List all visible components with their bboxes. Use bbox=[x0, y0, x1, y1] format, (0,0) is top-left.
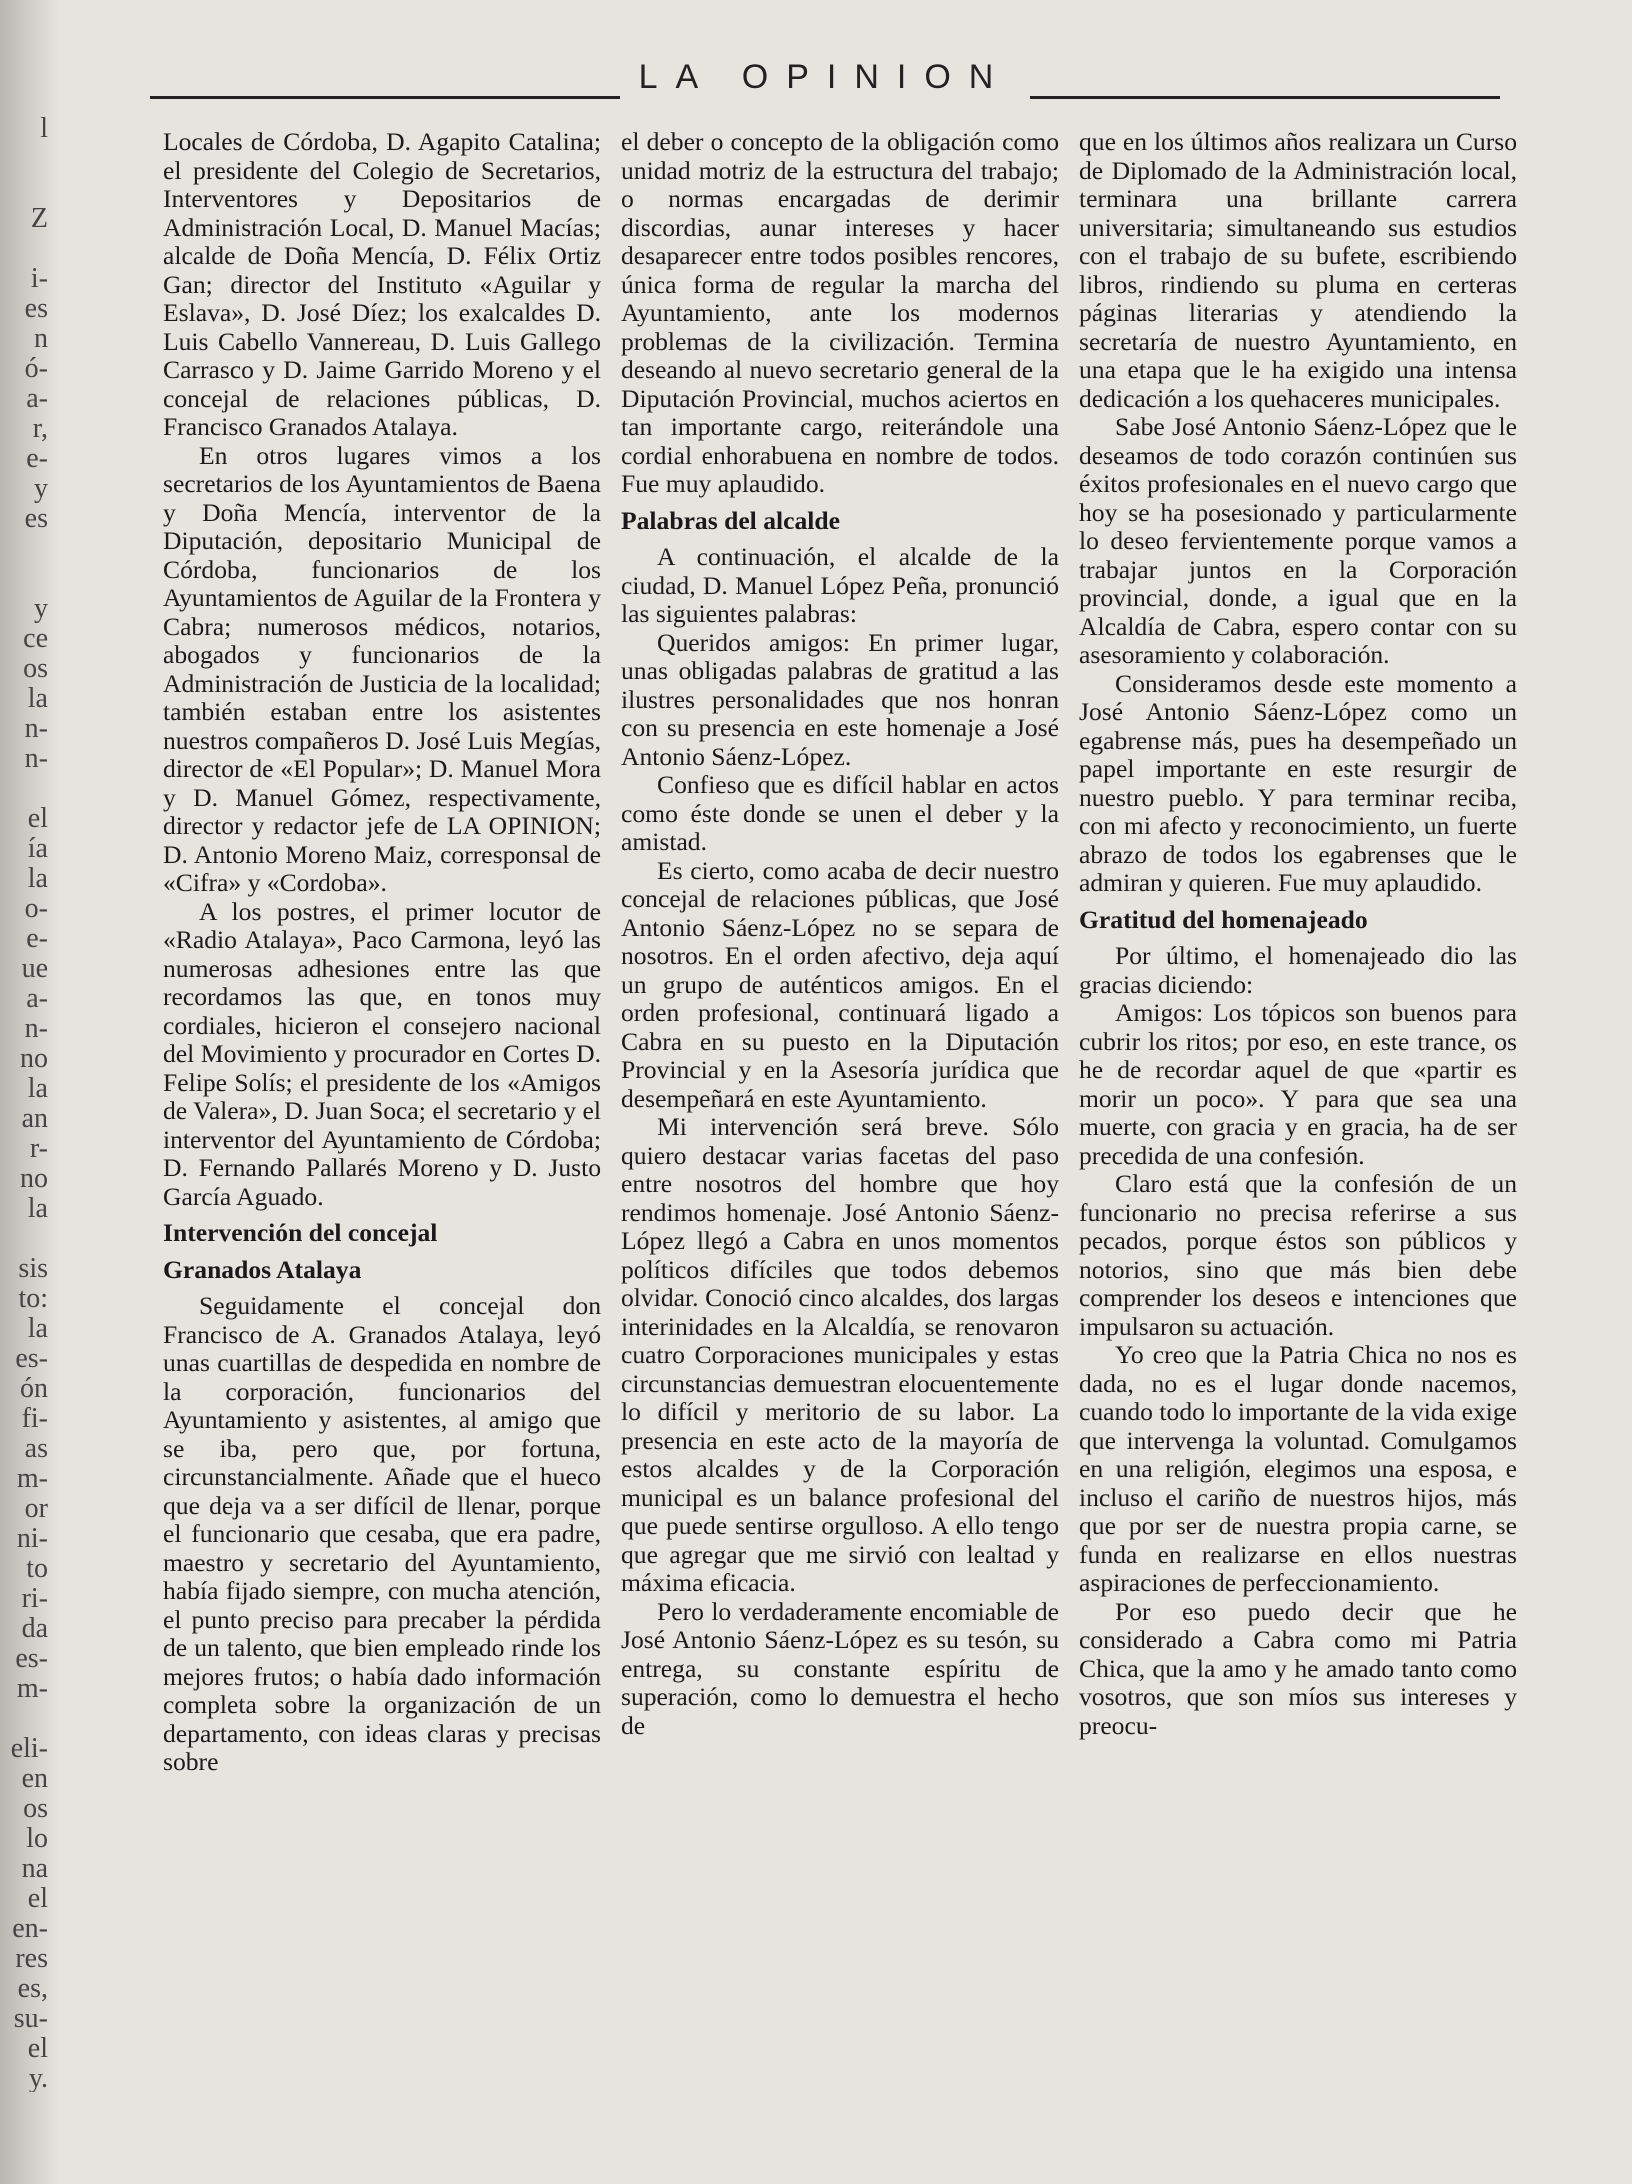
section-heading: Intervención del concejal bbox=[163, 1218, 438, 1247]
gutter-fragment: n bbox=[34, 323, 48, 354]
paragraph: Consideramos desde este momento a José Antonio Sáenz-López como un egabrense más, pues ha desempeñado un papel importante en este resurgir de nuestro pueblo. Y para terminar reciba, con mi afecto y reconocimiento, un fuerte abrazo de todos los egabrenses que le admiran y quieren. Fue muy aplaudido. bbox=[1079, 668, 1517, 897]
gutter-fragment: a- bbox=[26, 983, 48, 1014]
gutter-fragment: o- bbox=[24, 893, 48, 924]
gutter-fragment: la bbox=[27, 1073, 48, 1104]
gutter-fragment bbox=[2, 772, 48, 802]
gutter-fragment: ía bbox=[27, 833, 48, 864]
gutter-fragment bbox=[2, 142, 48, 172]
adjacent-page-margin bbox=[0, 0, 60, 2184]
column-3 bbox=[1079, 128, 1517, 2128]
gutter-fragment: a- bbox=[26, 383, 48, 414]
gutter-fragment: y bbox=[34, 593, 48, 624]
gutter-fragment: Z bbox=[30, 203, 48, 234]
gutter-fragment: lo bbox=[26, 1823, 48, 1854]
page-header bbox=[150, 58, 1500, 108]
gutter-fragment: es bbox=[24, 293, 48, 324]
paragraph: Amigos: Los tópicos son buenos para cubrir los ritos; por eso, en este trance, os he de recordar aquel de que «partir es morir un poco». Y para que sea una muerte, con gracia y en gracia, ha de ser precedida de una confesión. bbox=[1079, 998, 1517, 1170]
adjacent-page-text-fragments bbox=[2, 112, 48, 2092]
section-heading: Palabras del alcalde bbox=[621, 505, 840, 535]
paragraph: Locales de Córdoba, D. Agapito Catalina; el presidente del Colegio de Secretarios, Interventores y Depositarios de Administración Local, D. Manuel Macías; alcalde de Doña Mencía, D. Félix Ortiz Gan; director del Instituto «Aguilar y Eslava», D. José Díez; los exalcaldes D. Luis Cabello Vannereau, D. Luis Gallego Carrasco y D. Jaime Garrido Moreno y el concejal de relaciones públicas, D. Francisco Granados Atalaya. bbox=[163, 127, 601, 441]
gutter-fragment bbox=[2, 232, 48, 262]
gutter-fragment: n- bbox=[24, 713, 48, 744]
column-1 bbox=[163, 128, 601, 2128]
gutter-fragment: el bbox=[27, 1883, 48, 1914]
gutter-fragment: y. bbox=[28, 2063, 48, 2092]
gutter-fragment: la bbox=[27, 1193, 48, 1224]
paragraph: Por eso puedo decir que he considerado a Cabra como mi Patria Chica, que la amo y he amado tanto como vosotros, que son míos sus intereses y preocu- bbox=[1079, 1596, 1517, 1740]
gutter-fragment: to bbox=[26, 1553, 48, 1584]
paragraph: que en los últimos años realizara un Curso de Diplomado de la Administración local, terminara una brillante carrera universitaria; simultaneando sus estudios con el trabajo de su bufete, escribiendo libros, rindiendo su pluma en certeras páginas literarias y atendiendo la secretaría de nuestro Ayuntamiento, en una etapa que le ha exigido una intensa dedicación a los quehaceres municipales. bbox=[1079, 127, 1517, 413]
gutter-fragment: i- bbox=[30, 263, 48, 294]
gutter-fragment: no bbox=[20, 1043, 48, 1074]
article-columns bbox=[163, 127, 1517, 2128]
gutter-fragment: m- bbox=[16, 1673, 48, 1704]
gutter-fragment: ri- bbox=[21, 1583, 48, 1614]
paragraph: el deber o concepto de la obligación como unidad motriz de la estructura del trabajo; o normas encargadas de derimir discordias, aunar intereses y hacer desaparecer entre todos posibles rencores, única forma de regular la marcha del Ayuntamiento, ante los modernos problemas de la civilización. Termina deseando al nuevo secretario general de la Diputación Provincial, muchos aciertos en tan importante cargo, reiterándole una cordial enhorabuena en nombre de todos. Fue muy aplaudido. bbox=[621, 127, 1059, 498]
section-heading: Granados Atalaya bbox=[163, 1254, 362, 1284]
gutter-fragment: es- bbox=[15, 1343, 48, 1374]
paragraph: Por último, el homenajeado dio las gracias diciendo: bbox=[1079, 941, 1517, 999]
gutter-fragment: es bbox=[24, 503, 48, 534]
gutter-fragment: na bbox=[21, 1853, 48, 1884]
paragraph: A continuación, el alcalde de la ciudad, D. Manuel López Peña, pronunció las siguientes palabras: bbox=[621, 542, 1059, 628]
gutter-fragment: su- bbox=[13, 2003, 48, 2034]
paragraph: Seguidamente el concejal don Francisco de A. Granados Atalaya, leyó unas cuartillas de despedida en nombre de la corporación, funcionarios del Ayuntamiento y asistentes, al amigo que se iba, pero que, por fortuna, circunstancialmente. Añade que el hueco que deja va a ser difícil de llenar, porque el funcionario que cesaba, que era padre, maestro y secretario del Ayuntamiento, había fijado siempre, con mucha atención, el punto preciso para precaber la pérdida de un talento, que bien empleado rinde los mejores frutos; o había dado información completa sobre la organización de un departamento, con ideas claras y precisas sobre bbox=[163, 1291, 601, 1776]
paragraph: Yo creo que la Patria Chica no nos es dada, no es el lugar donde nacemos, cuando todo lo importante de la vida exige que intervenga la voluntad. Comulgamos en una religión, elegimos una esposa, e incluso el cariño de nuestros hijos, más que por ser de nuestra propia carne, se funda en realizarse en ellos nuestras aspiraciones de perfeccionamiento. bbox=[1079, 1340, 1517, 1597]
paragraph: A los postres, el primer locutor de «Radio Atalaya», Paco Carmona, leyó las numerosas adhesiones entre las que recordamos las que, en tonos muy cordiales, hicieron el consejero nacional del Movimiento y procurador en Cortes D. Felipe Solís; el presidente de los «Amigos de Valera», D. Juan Soca; el secretario y el interventor del Ayuntamiento de Córdoba; D. Fernando Pallarés Moreno y D. Justo García Aguado. bbox=[163, 896, 601, 1211]
gutter-fragment bbox=[2, 1702, 48, 1732]
gutter-fragment: as bbox=[24, 1433, 48, 1464]
paragraph: Mi intervención será breve. Sólo quiero destacar varias facetas del paso entre nosotros del hombre que hoy rendimos homenaje. José Antonio Sáenz-López llegó a Cabra en unos momentos políticos difíciles que todos debemos olvidar. Conoció cinco alcaldes, dos largas interinidades en la Alcaldía, se renovaron cuatro Corporaciones municipales y estas circunstancias demuestran elocuentemente lo difícil y meritorio de su labor. La presencia en este acto de la mayoría de estos alcaldes y de la Corporación municipal es un balance profesional del que puede sentirse orgulloso. A ello tengo que agregar que me sirvió con lealtad y máxima eficacia. bbox=[621, 1112, 1059, 1597]
paragraph: Claro está que la confesión de un funcionario no precisa referirse a sus pecados, porque éstos son públicos y notorios, sino que más bien debe comprender los deseos e intenciones que impulsaron su actuación. bbox=[1079, 1169, 1517, 1341]
gutter-fragment: e- bbox=[26, 443, 48, 474]
gutter-fragment: ni- bbox=[16, 1523, 48, 1554]
gutter-fragment: el bbox=[27, 803, 48, 834]
newspaper-title: LA OPINION bbox=[638, 58, 1012, 96]
gutter-fragment: l bbox=[40, 113, 48, 144]
gutter-fragment: ce bbox=[23, 623, 48, 654]
paragraph: Es cierto, como acaba de decir nuestro concejal de relaciones públicas, que José Antonio Sáenz-López no se separa de nosotros. En el orden afectivo, deja aquí un grupo de auténticos amigos. En el orden profesional, continuará ligado a Cabra en su puesto en la Diputación Provincial y en la Asesoría jurídica que desempeñará en este Ayuntamiento. bbox=[621, 855, 1059, 1113]
gutter-fragment: es- bbox=[15, 1643, 48, 1674]
gutter-fragment: en bbox=[21, 1763, 48, 1794]
gutter-fragment bbox=[2, 1222, 48, 1252]
gutter-fragment bbox=[2, 532, 48, 562]
paragraph: En otros lugares vimos a los secretarios de los Ayuntamientos de Baena y Doña Mencía, interventor de la Diputación, depositario Municipal de Córdoba, funcionarios de los Ayuntamientos de Aguilar de la Frontera y Cabra; numerosos médicos, notarios, abogados y funcionarios de la Administración de Justicia de la localidad; también estaban entre los asistentes nuestros compañeros D. José Luis Megías, director de «El Popular»; D. Manuel Mora y D. Manuel Gómez, respectivamente, director y redactor jefe de LA OPINION; D. Antonio Moreno Maiz, corresponsal de «Cifra» y «Cordoba». bbox=[163, 440, 601, 897]
gutter-fragment: la bbox=[27, 683, 48, 714]
gutter-fragment: ue bbox=[21, 953, 48, 984]
gutter-fragment: ón bbox=[20, 1373, 48, 1404]
paragraph: Sabe José Antonio Sáenz-López que le deseamos de todo corazón continúen sus éxitos profesionales en el nuevo cargo que hoy se ha posesionado y particularmente lo deseo fervientemente porque vamos a trabajar juntos en la Corporación provincial, donde, a igual que en la Alcaldía de Cabra, espero contar con su asesoramiento y colaboración. bbox=[1079, 412, 1517, 669]
gutter-fragment: eli- bbox=[10, 1733, 48, 1764]
gutter-fragment: r, bbox=[32, 413, 48, 444]
section-heading: Gratitud del homenajeado bbox=[1079, 904, 1368, 934]
gutter-fragment: or bbox=[24, 1493, 48, 1524]
gutter-fragment: os bbox=[23, 1793, 48, 1824]
gutter-fragment: res bbox=[15, 1943, 48, 1974]
gutter-fragment bbox=[2, 562, 48, 592]
gutter-fragment: an bbox=[21, 1103, 48, 1134]
gutter-fragment: y bbox=[34, 473, 48, 504]
paragraph: Queridos amigos: En primer lugar, unas obligadas palabras de gratitud a las ilustres personalidades que nos honran con su presencia en este homenaje a José Antonio Sáenz-López. bbox=[621, 627, 1059, 771]
gutter-fragment: la bbox=[27, 1313, 48, 1344]
gutter-fragment: la bbox=[27, 863, 48, 894]
gutter-fragment: os bbox=[23, 653, 48, 684]
gutter-fragment: en- bbox=[12, 1913, 48, 1944]
gutter-fragment bbox=[2, 172, 48, 202]
gutter-fragment: to: bbox=[18, 1283, 48, 1314]
gutter-fragment: ó- bbox=[24, 353, 48, 384]
gutter-fragment: es, bbox=[17, 1973, 48, 2004]
paragraph: Pero lo verdaderamente encomiable de José Antonio Sáenz-López es su tesón, su entrega, su constante espíritu de superación, como lo demuestra el hecho de bbox=[621, 1596, 1059, 1740]
gutter-fragment: da bbox=[21, 1613, 48, 1644]
gutter-fragment: n- bbox=[24, 1013, 48, 1044]
gutter-fragment: no bbox=[20, 1163, 48, 1194]
gutter-fragment: sis bbox=[18, 1253, 48, 1284]
gutter-fragment: el bbox=[27, 2033, 48, 2064]
gutter-fragment: r- bbox=[29, 1133, 48, 1164]
gutter-fragment: n- bbox=[24, 743, 48, 774]
gutter-fragment: fi- bbox=[21, 1403, 48, 1434]
gutter-fragment: e- bbox=[26, 923, 48, 954]
gutter-fragment: m- bbox=[16, 1463, 48, 1494]
header-rule-right bbox=[1030, 96, 1500, 99]
column-2 bbox=[621, 128, 1059, 2128]
paragraph: Confieso que es difícil hablar en actos como éste donde se unen el deber y la amistad. bbox=[621, 770, 1059, 856]
